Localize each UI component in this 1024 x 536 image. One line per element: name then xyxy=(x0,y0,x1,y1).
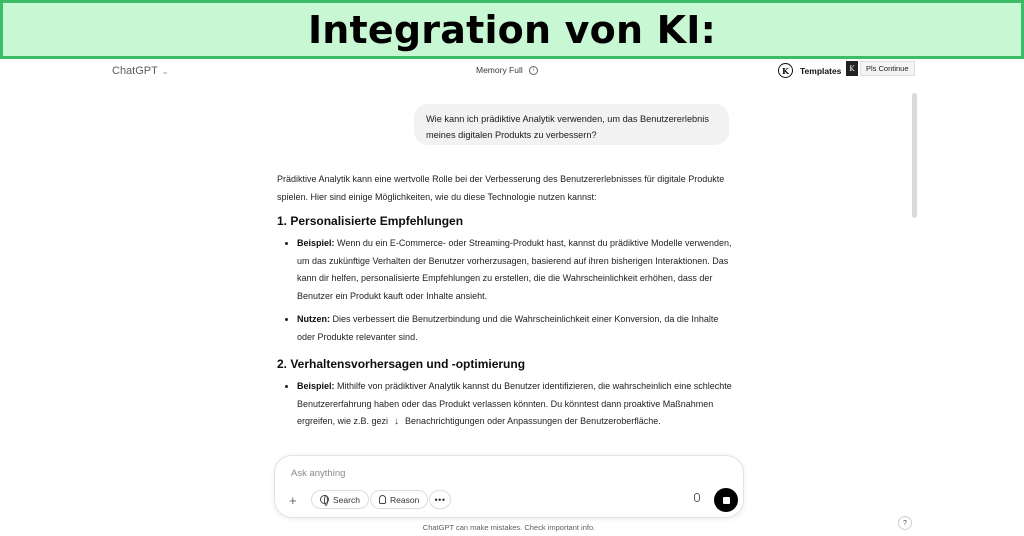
app-name: ChatGPT xyxy=(112,65,158,77)
bullet-list xyxy=(277,235,737,346)
reason-button[interactable] xyxy=(370,490,428,509)
reason-button-label: Reason xyxy=(390,494,420,505)
mic-icon[interactable] xyxy=(694,493,700,502)
search-button[interactable] xyxy=(311,490,369,509)
title-banner xyxy=(0,0,1024,59)
bullet-text: Dies verbessert die Benutzerbindung und die Wahrscheinlichkeit einer Konversion, da die Inhalte oder Produkte relevanter sind. xyxy=(297,314,719,342)
chevron-down-icon: ⌄ xyxy=(161,66,169,76)
globe-icon xyxy=(320,495,329,504)
bullet-label: Nutzen: xyxy=(297,314,330,324)
memory-status[interactable] xyxy=(476,65,538,75)
user-message-bubble: Wie kann ich prädiktive Analytik verwenden, um das Benutzererlebnis meines digitalen Produkts zu verbessern? xyxy=(414,104,729,145)
list-item xyxy=(277,311,737,346)
bullet-label: Beispiel: xyxy=(297,238,335,248)
section-heading: 2. Verhaltensvorhersagen und -optimierung xyxy=(277,357,526,371)
memory-status-label: Memory Full xyxy=(476,65,523,75)
bullet-text: Mithilfe von prädiktiver Analytik kannst du Benutzer identifizieren, die wahrscheinlich eine schlechte Benutzererfahrung haben oder das Produkt verlassen könnten. Du könntest dann proaktive Maßnahmen ergreifen, wie z.B. gezi xyxy=(297,381,732,426)
continue-logo-icon: K xyxy=(846,61,858,76)
bullet-label: Beispiel: xyxy=(297,381,335,391)
more-icon[interactable]: ••• xyxy=(429,490,451,509)
scrollbar[interactable] xyxy=(912,93,917,218)
message-composer xyxy=(274,455,744,518)
plus-icon[interactable]: + xyxy=(289,493,297,508)
message-input[interactable] xyxy=(291,466,671,480)
stop-button[interactable] xyxy=(714,488,738,512)
arrow-down-icon[interactable]: ↓ xyxy=(394,416,400,427)
info-icon[interactable]: i xyxy=(529,66,538,75)
disclaimer-text: ChatGPT can make mistakes. Check important info. xyxy=(422,523,596,532)
section-heading: 1. Personalisierte Empfehlungen xyxy=(277,214,464,228)
stop-icon xyxy=(723,497,730,504)
assistant-response xyxy=(277,171,737,437)
help-icon[interactable]: ? xyxy=(898,516,912,530)
lightbulb-icon xyxy=(379,495,386,504)
list-item xyxy=(277,235,737,305)
pls-continue-button[interactable]: Pls Continue xyxy=(860,61,915,76)
model-selector[interactable] xyxy=(112,65,169,77)
templates-button[interactable]: Templates xyxy=(800,66,842,76)
list-item xyxy=(277,378,737,431)
response-intro: Prädiktive Analytik kann eine wertvolle Rolle bei der Verbesserung des Benutzererlebnisses für digitale Produkte spielen. Hier sind einige Möglichkeiten, wie du diese Technologie nutzen kannst: xyxy=(277,174,725,202)
extension-logo-icon[interactable]: K xyxy=(778,63,793,78)
bullet-list xyxy=(277,378,737,431)
search-button-label: Search xyxy=(333,494,360,505)
bullet-text: Wenn du ein E-Commerce- oder Streaming-Produkt hast, kannst du prädiktive Modelle verwenden, um das zukünftige Verhalten der Benutzer vorherzusagen, basierend auf ihren bisherigen Interaktionen. Das kann dir helfen, personalisierte Empfehlungen zu erstellen, die die Wahrscheinlichkeit erhöhen, dass der Benutzer ein Produkt kauft oder Inhalte ansieht. xyxy=(297,238,732,301)
banner-title: Integration von KI: xyxy=(307,7,717,52)
bullet-text: Benachrichtigungen oder Anpassungen der Benutzeroberfläche. xyxy=(405,416,661,426)
